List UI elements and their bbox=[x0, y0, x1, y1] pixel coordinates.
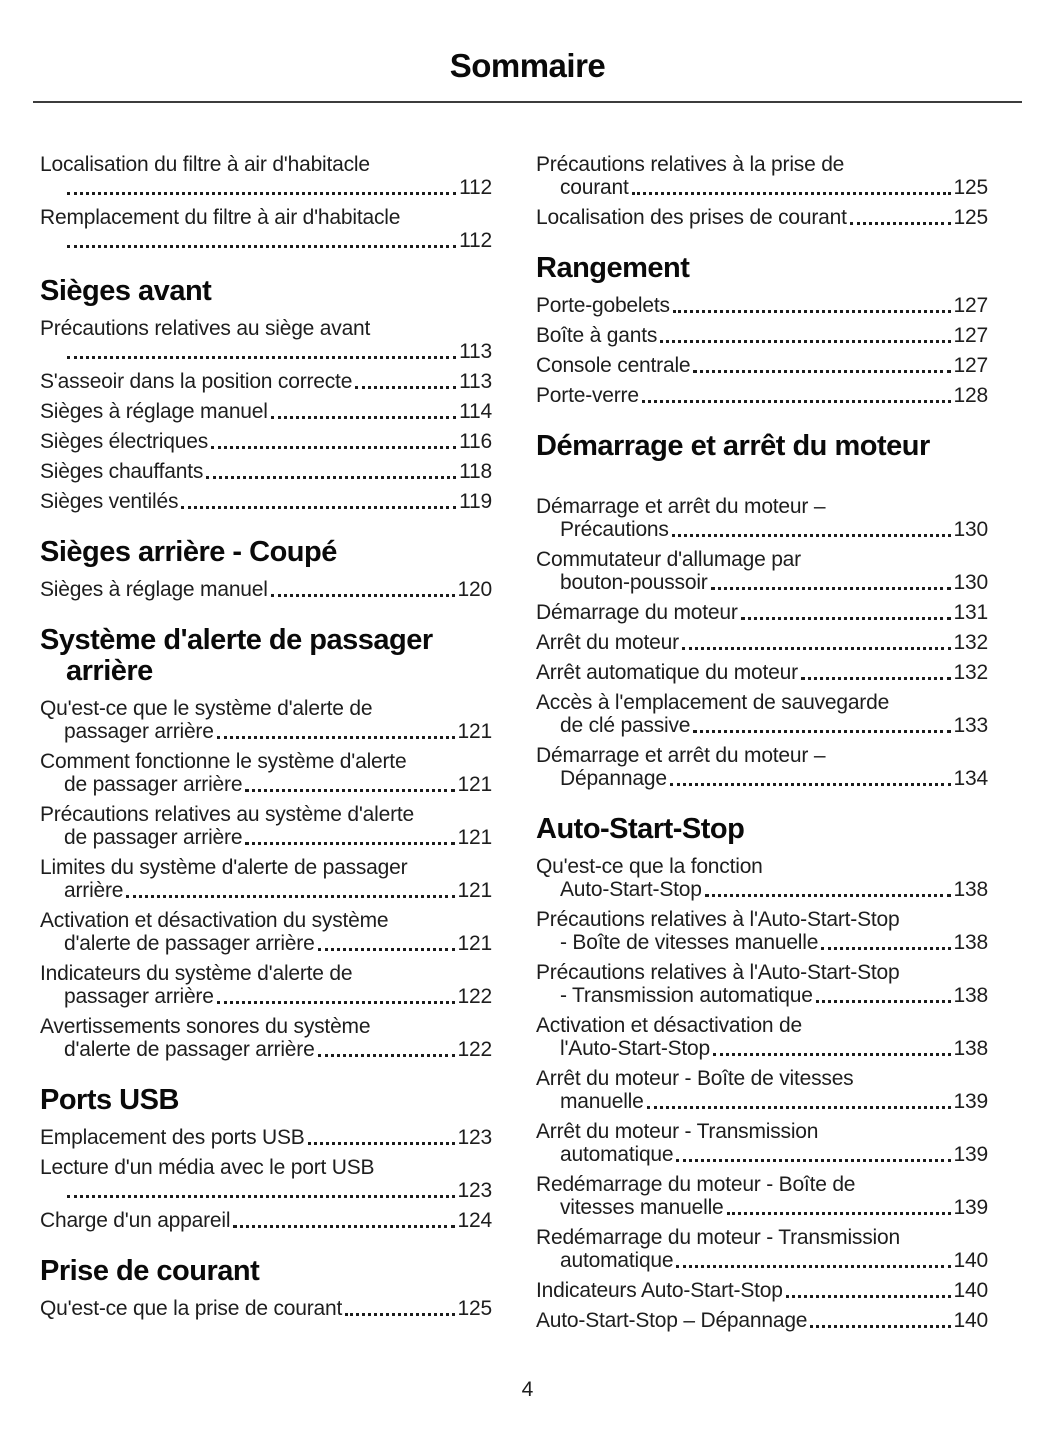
entry-text: Qu'est-ce que la prise de courant bbox=[40, 1297, 343, 1320]
toc-column-left bbox=[40, 153, 492, 1339]
dot-leader bbox=[67, 192, 456, 195]
entry-text: vitesses manuelle bbox=[560, 1196, 724, 1219]
page-ref: 121 bbox=[457, 720, 492, 743]
entry-leader-line bbox=[40, 229, 492, 252]
page-title: Sommaire bbox=[449, 47, 606, 84]
entry-line: Activation et désactivation de bbox=[536, 1014, 802, 1037]
dot-leader bbox=[676, 1159, 950, 1162]
dot-leader bbox=[642, 400, 951, 403]
dot-leader bbox=[786, 1295, 951, 1298]
entry-text: Console centrale bbox=[536, 354, 691, 377]
entry-text: l'Auto-Start-Stop bbox=[560, 1037, 711, 1060]
section-heading bbox=[40, 537, 492, 568]
entry-leader-line bbox=[536, 984, 988, 1007]
toc-entry bbox=[40, 803, 492, 849]
page-ref: 140 bbox=[953, 1309, 988, 1332]
page-ref: 123 bbox=[457, 1126, 492, 1149]
entry-leader-line bbox=[40, 460, 492, 483]
page-ref: 131 bbox=[953, 601, 988, 624]
section-heading bbox=[40, 625, 492, 687]
dot-leader bbox=[660, 340, 950, 343]
page-ref: 122 bbox=[457, 985, 492, 1008]
entry-line: Redémarrage du moteur - Boîte de bbox=[536, 1173, 856, 1196]
entry-leader-line bbox=[536, 931, 988, 954]
toc-entry bbox=[40, 1297, 492, 1320]
entry-text: automatique bbox=[560, 1249, 674, 1272]
entry-text: Charge d'un appareil bbox=[40, 1209, 231, 1232]
entry-leader-line bbox=[536, 1037, 988, 1060]
page-ref: 127 bbox=[953, 324, 988, 347]
page-number: 4 bbox=[521, 1378, 534, 1401]
page-ref: 130 bbox=[953, 518, 988, 541]
entry-leader-line bbox=[536, 176, 988, 199]
section-heading-line: Prise de courant bbox=[40, 1255, 260, 1287]
section-heading bbox=[40, 1085, 492, 1116]
entry-leader-line bbox=[40, 1297, 492, 1320]
toc-entry bbox=[536, 548, 988, 594]
entry-leader-line bbox=[536, 1309, 988, 1332]
toc-entry bbox=[536, 354, 988, 377]
page-ref: 113 bbox=[459, 370, 492, 393]
dot-leader bbox=[211, 446, 456, 449]
entry-text: Précautions bbox=[560, 518, 669, 541]
dot-leader bbox=[206, 476, 456, 479]
dot-leader bbox=[308, 1142, 455, 1145]
entry-text: S'asseoir dans la position correcte bbox=[40, 370, 353, 393]
entry-leader-line bbox=[40, 370, 492, 393]
entry-line: Précautions relatives à la prise de bbox=[536, 153, 845, 176]
entry-text: Auto-Start-Stop bbox=[560, 878, 702, 901]
toc-entry bbox=[40, 206, 492, 252]
entry-line: Démarrage et arrêt du moteur – bbox=[536, 744, 826, 767]
dot-leader bbox=[126, 895, 454, 898]
entry-leader-line bbox=[536, 601, 988, 624]
page-ref: 138 bbox=[953, 984, 988, 1007]
page-ref: 125 bbox=[953, 176, 988, 199]
page-ref: 139 bbox=[953, 1090, 988, 1113]
dot-leader bbox=[713, 1053, 951, 1056]
toc-entry bbox=[536, 324, 988, 347]
entry-text: d'alerte de passager arrière bbox=[64, 932, 315, 955]
toc-entry bbox=[536, 1279, 988, 1302]
dot-leader bbox=[345, 1313, 454, 1316]
page-ref: 125 bbox=[953, 206, 988, 229]
toc-entry bbox=[40, 430, 492, 453]
toc-entry bbox=[536, 206, 988, 229]
toc-entry bbox=[536, 744, 988, 790]
toc-entry bbox=[536, 1226, 988, 1272]
dot-leader bbox=[318, 1054, 455, 1057]
entry-leader-line bbox=[40, 720, 492, 743]
entry-text: Sièges à réglage manuel bbox=[40, 400, 268, 423]
page-ref: 122 bbox=[457, 1038, 492, 1061]
dot-leader bbox=[821, 947, 950, 950]
section-heading-line: Système d'alerte de passager bbox=[40, 624, 433, 656]
entry-text: Démarrage du moteur bbox=[536, 601, 738, 624]
section-heading-line: Rangement bbox=[536, 252, 690, 284]
toc-entry bbox=[40, 856, 492, 902]
entry-line: Indicateurs du système d'alerte de bbox=[40, 962, 353, 985]
page-ref: 132 bbox=[953, 661, 988, 684]
section-heading bbox=[40, 1256, 492, 1287]
entry-text: Boîte à gants bbox=[536, 324, 658, 347]
dot-leader bbox=[741, 617, 951, 620]
page-ref: 121 bbox=[457, 826, 492, 849]
toc-entry bbox=[40, 1126, 492, 1149]
entry-leader-line bbox=[40, 1179, 492, 1202]
entry-leader-line bbox=[536, 714, 988, 737]
dot-leader bbox=[693, 370, 950, 373]
dot-leader bbox=[672, 534, 951, 537]
entry-text: Arrêt du moteur bbox=[536, 631, 679, 654]
entry-text: Emplacement des ports USB bbox=[40, 1126, 305, 1149]
page-ref: 120 bbox=[457, 578, 492, 601]
toc-entry bbox=[40, 1209, 492, 1232]
dot-leader bbox=[245, 842, 454, 845]
dot-leader bbox=[682, 647, 951, 650]
entry-line: Comment fonctionne le système d'alerte bbox=[40, 750, 407, 773]
entry-text: Sièges ventilés bbox=[40, 490, 179, 513]
dot-leader bbox=[217, 1001, 455, 1004]
toc-entry bbox=[40, 578, 492, 601]
entry-leader-line bbox=[536, 878, 988, 901]
entry-line: Qu'est-ce que le système d'alerte de bbox=[40, 697, 373, 720]
toc-entry bbox=[536, 384, 988, 407]
page-ref: 125 bbox=[457, 1297, 492, 1320]
toc-entry bbox=[536, 153, 988, 199]
entry-text: Localisation des prises de courant bbox=[536, 206, 847, 229]
entry-text: Sièges électriques bbox=[40, 430, 208, 453]
page-ref: 116 bbox=[459, 430, 492, 453]
section-heading-line: Auto-Start-Stop bbox=[536, 813, 745, 845]
section-heading bbox=[536, 431, 988, 462]
entry-text: arrière bbox=[64, 879, 124, 902]
dot-leader bbox=[816, 1000, 951, 1003]
dot-leader bbox=[850, 222, 951, 225]
entry-leader-line bbox=[40, 879, 492, 902]
toc-columns bbox=[0, 103, 1055, 1339]
entry-line: Précautions relatives à l'Auto-Start-Stop bbox=[536, 961, 900, 984]
toc-entry bbox=[536, 601, 988, 624]
toc-entry bbox=[536, 1067, 988, 1113]
dot-leader bbox=[245, 789, 454, 792]
page-ref: 127 bbox=[953, 354, 988, 377]
entry-line: Avertissements sonores du système bbox=[40, 1015, 371, 1038]
entry-line: Localisation du filtre à air d'habitacle bbox=[40, 153, 370, 176]
toc-entry bbox=[40, 1015, 492, 1061]
page-ref: 138 bbox=[953, 931, 988, 954]
entry-line: Démarrage et arrêt du moteur – bbox=[536, 495, 826, 518]
page-ref: 128 bbox=[953, 384, 988, 407]
entry-leader-line bbox=[40, 1038, 492, 1061]
page-ref: 140 bbox=[953, 1279, 988, 1302]
page-ref: 140 bbox=[953, 1249, 988, 1272]
page-ref: 121 bbox=[457, 932, 492, 955]
entry-line: Arrêt du moteur - Boîte de vitesses bbox=[536, 1067, 854, 1090]
dot-leader bbox=[693, 730, 950, 733]
dot-leader bbox=[271, 416, 456, 419]
toc-entry bbox=[536, 961, 988, 1007]
page-ref: 133 bbox=[953, 714, 988, 737]
page-ref: 121 bbox=[457, 773, 492, 796]
entry-text: Porte-gobelets bbox=[536, 294, 670, 317]
toc-entry bbox=[536, 1309, 988, 1332]
entry-leader-line bbox=[40, 340, 492, 363]
entry-text: Porte-verre bbox=[536, 384, 639, 407]
entry-text: de clé passive bbox=[560, 714, 691, 737]
entry-text: courant bbox=[560, 176, 629, 199]
toc-entry bbox=[40, 153, 492, 199]
page-ref: 139 bbox=[953, 1196, 988, 1219]
toc-entry bbox=[40, 460, 492, 483]
page-ref: 118 bbox=[459, 460, 492, 483]
entry-leader-line bbox=[536, 767, 988, 790]
entry-text: Sièges chauffants bbox=[40, 460, 204, 483]
toc-entry bbox=[536, 1014, 988, 1060]
page-ref: 114 bbox=[459, 400, 492, 423]
section-heading-line: Ports USB bbox=[40, 1084, 179, 1116]
toc-entry bbox=[536, 661, 988, 684]
page-ref: 113 bbox=[459, 340, 492, 363]
section-heading-line: Démarrage et arrêt du moteur bbox=[536, 430, 930, 462]
entry-leader-line bbox=[536, 354, 988, 377]
entry-leader-line bbox=[536, 1090, 988, 1113]
dot-leader bbox=[67, 245, 456, 248]
dot-leader bbox=[67, 1195, 455, 1198]
page-ref: 124 bbox=[457, 1209, 492, 1232]
toc-entry bbox=[40, 400, 492, 423]
entry-line: Arrêt du moteur - Transmission bbox=[536, 1120, 819, 1143]
entry-line: Activation et désactivation du système bbox=[40, 909, 389, 932]
page-ref: 119 bbox=[459, 490, 492, 513]
section-heading bbox=[536, 814, 988, 845]
page-ref: 112 bbox=[459, 229, 492, 252]
dot-leader bbox=[318, 948, 455, 951]
toc-entry bbox=[40, 490, 492, 513]
dot-leader bbox=[632, 192, 951, 195]
entry-text: Auto-Start-Stop – Dépannage bbox=[536, 1309, 808, 1332]
entry-line: Accès à l'emplacement de sauvegarde bbox=[536, 691, 890, 714]
toc-entry bbox=[536, 908, 988, 954]
entry-text: d'alerte de passager arrière bbox=[64, 1038, 315, 1061]
toc-entry bbox=[40, 317, 492, 363]
entry-line: Redémarrage du moteur - Transmission bbox=[536, 1226, 900, 1249]
entry-leader-line bbox=[40, 773, 492, 796]
toc-entry bbox=[40, 909, 492, 955]
entry-leader-line bbox=[40, 1126, 492, 1149]
entry-leader-line bbox=[40, 490, 492, 513]
dot-leader bbox=[233, 1225, 454, 1228]
toc-entry bbox=[536, 631, 988, 654]
entry-leader-line bbox=[40, 826, 492, 849]
entry-text: passager arrière bbox=[64, 720, 214, 743]
entry-text: manuelle bbox=[560, 1090, 644, 1113]
entry-leader-line bbox=[536, 1196, 988, 1219]
dot-leader bbox=[355, 386, 456, 389]
dot-leader bbox=[647, 1106, 951, 1109]
page-ref: 134 bbox=[953, 767, 988, 790]
dot-leader bbox=[673, 310, 951, 313]
toc-entry bbox=[536, 294, 988, 317]
dot-leader bbox=[711, 587, 951, 590]
toc-entry bbox=[536, 495, 988, 541]
section-heading-line: Sièges arrière - Coupé bbox=[40, 536, 337, 568]
entry-line: Limites du système d'alerte de passager bbox=[40, 856, 408, 879]
section-heading bbox=[536, 253, 988, 284]
entry-leader-line bbox=[40, 430, 492, 453]
toc-entry bbox=[40, 697, 492, 743]
page-ref: 130 bbox=[953, 571, 988, 594]
entry-leader-line bbox=[40, 1209, 492, 1232]
entry-line: Qu'est-ce que la fonction bbox=[536, 855, 763, 878]
toc-entry bbox=[536, 855, 988, 901]
dot-leader bbox=[676, 1265, 950, 1268]
entry-leader-line bbox=[40, 932, 492, 955]
section-heading-line: arrière bbox=[66, 655, 153, 687]
entry-text: Sièges à réglage manuel bbox=[40, 578, 268, 601]
entry-leader-line bbox=[536, 1279, 988, 1302]
section-heading-line: Sièges avant bbox=[40, 275, 212, 307]
entry-line: Précautions relatives à l'Auto-Start-Stop bbox=[536, 908, 900, 931]
page-ref: 121 bbox=[457, 879, 492, 902]
entry-text: - Transmission automatique bbox=[560, 984, 813, 1007]
dot-leader bbox=[67, 356, 456, 359]
entry-text: automatique bbox=[560, 1143, 674, 1166]
dot-leader bbox=[801, 677, 951, 680]
section-heading bbox=[40, 276, 492, 307]
dot-leader bbox=[670, 783, 951, 786]
page-ref: 127 bbox=[953, 294, 988, 317]
entry-leader-line bbox=[536, 1143, 988, 1166]
entry-leader-line bbox=[40, 578, 492, 601]
entry-leader-line bbox=[536, 294, 988, 317]
toc-entry bbox=[536, 1173, 988, 1219]
entry-text: - Boîte de vitesses manuelle bbox=[560, 931, 819, 954]
entry-line: Remplacement du filtre à air d'habitacle bbox=[40, 206, 401, 229]
entry-text: Indicateurs Auto-Start-Stop bbox=[536, 1279, 783, 1302]
entry-line: Commutateur d'allumage par bbox=[536, 548, 801, 571]
toc-column-right bbox=[536, 153, 988, 1339]
entry-leader-line bbox=[536, 631, 988, 654]
dot-leader bbox=[727, 1212, 951, 1215]
entry-leader-line bbox=[40, 176, 492, 199]
entry-text: bouton-poussoir bbox=[560, 571, 708, 594]
entry-line: Précautions relatives au système d'alerte bbox=[40, 803, 414, 826]
page-ref: 123 bbox=[457, 1179, 492, 1202]
entry-leader-line bbox=[536, 571, 988, 594]
entry-leader-line bbox=[536, 324, 988, 347]
dot-leader bbox=[181, 506, 456, 509]
page-ref: 138 bbox=[953, 1037, 988, 1060]
entry-leader-line bbox=[536, 384, 988, 407]
page-ref: 112 bbox=[459, 176, 492, 199]
entry-leader-line bbox=[40, 985, 492, 1008]
entry-text: passager arrière bbox=[64, 985, 214, 1008]
page-ref: 138 bbox=[953, 878, 988, 901]
entry-line: Lecture d'un média avec le port USB bbox=[40, 1156, 375, 1179]
entry-text: Arrêt automatique du moteur bbox=[536, 661, 798, 684]
page-ref: 132 bbox=[953, 631, 988, 654]
entry-leader-line bbox=[536, 661, 988, 684]
entry-leader-line bbox=[536, 206, 988, 229]
entry-leader-line bbox=[40, 400, 492, 423]
dot-leader bbox=[705, 894, 951, 897]
toc-entry bbox=[536, 691, 988, 737]
page-ref: 139 bbox=[953, 1143, 988, 1166]
entry-text: de passager arrière bbox=[64, 773, 243, 796]
dot-leader bbox=[810, 1325, 950, 1328]
toc-entry bbox=[40, 370, 492, 393]
toc-entry bbox=[40, 962, 492, 1008]
dot-leader bbox=[217, 736, 455, 739]
dot-leader bbox=[271, 594, 455, 597]
entry-leader-line bbox=[536, 518, 988, 541]
entry-text: Dépannage bbox=[560, 767, 667, 790]
toc-entry bbox=[536, 1120, 988, 1166]
entry-leader-line bbox=[536, 1249, 988, 1272]
toc-entry bbox=[40, 1156, 492, 1202]
entry-line: Précautions relatives au siège avant bbox=[40, 317, 371, 340]
toc-entry bbox=[40, 750, 492, 796]
entry-text: de passager arrière bbox=[64, 826, 243, 849]
